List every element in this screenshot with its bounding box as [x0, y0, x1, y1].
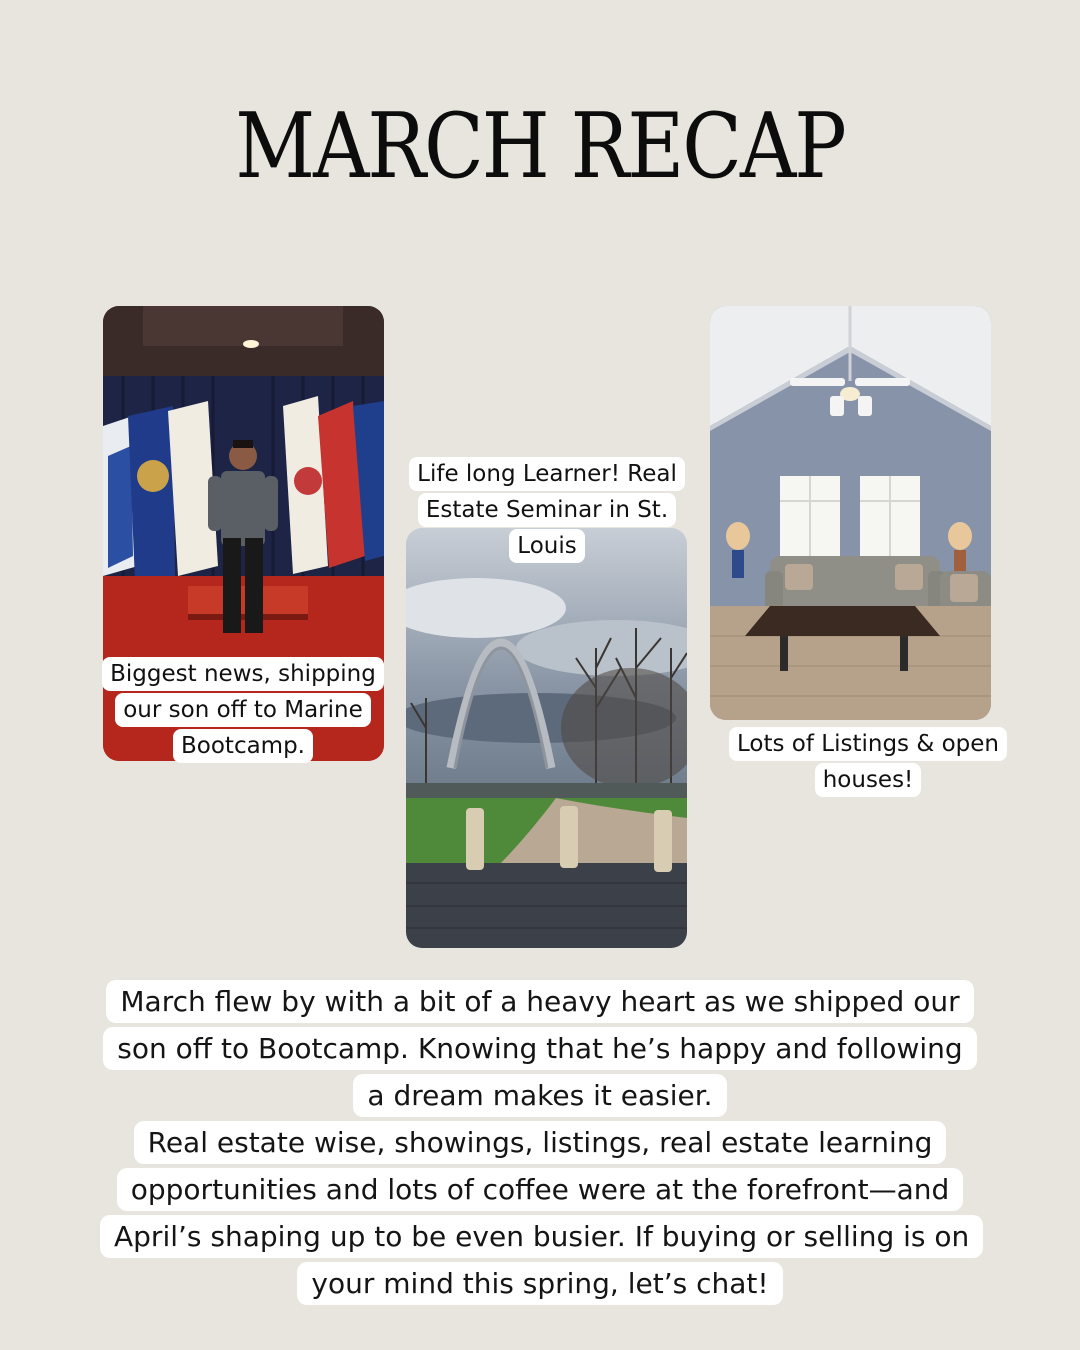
recap-paragraph-2-text: Real estate wise, showings, listings, real estate learning opportunities and lots of coffee were at the forefront—and April’s shaping up to be even busier. If buying or selling is on your mind this spring, let’s chat!	[100, 1121, 983, 1305]
arch-photo-image	[406, 528, 687, 948]
caption-bootcamp-text: Biggest news, shipping our son off to Marine Bootcamp.	[102, 657, 384, 763]
photo-living-room	[710, 306, 991, 720]
recap-paragraph-1-text: March flew by with a bit of a heavy heart as we shipped our son off to Bootcamp. Knowing that he’s happy and following a dream makes it easier.	[103, 980, 976, 1117]
recap-body	[100, 978, 980, 1307]
page-title: MARCH RECAP	[235, 95, 845, 199]
photo-st-louis-arch	[406, 528, 687, 948]
caption-seminar	[406, 456, 688, 564]
recap-paragraph-2	[100, 1119, 980, 1307]
recap-paragraph-1	[100, 978, 980, 1119]
caption-seminar-text: Life long Learner! Real Estate Seminar in St. Louis	[409, 457, 685, 563]
caption-listings	[718, 726, 1018, 798]
living-room-photo-image	[710, 306, 991, 720]
caption-bootcamp	[100, 656, 386, 764]
caption-listings-text: Lots of Listings & open houses!	[729, 727, 1007, 797]
